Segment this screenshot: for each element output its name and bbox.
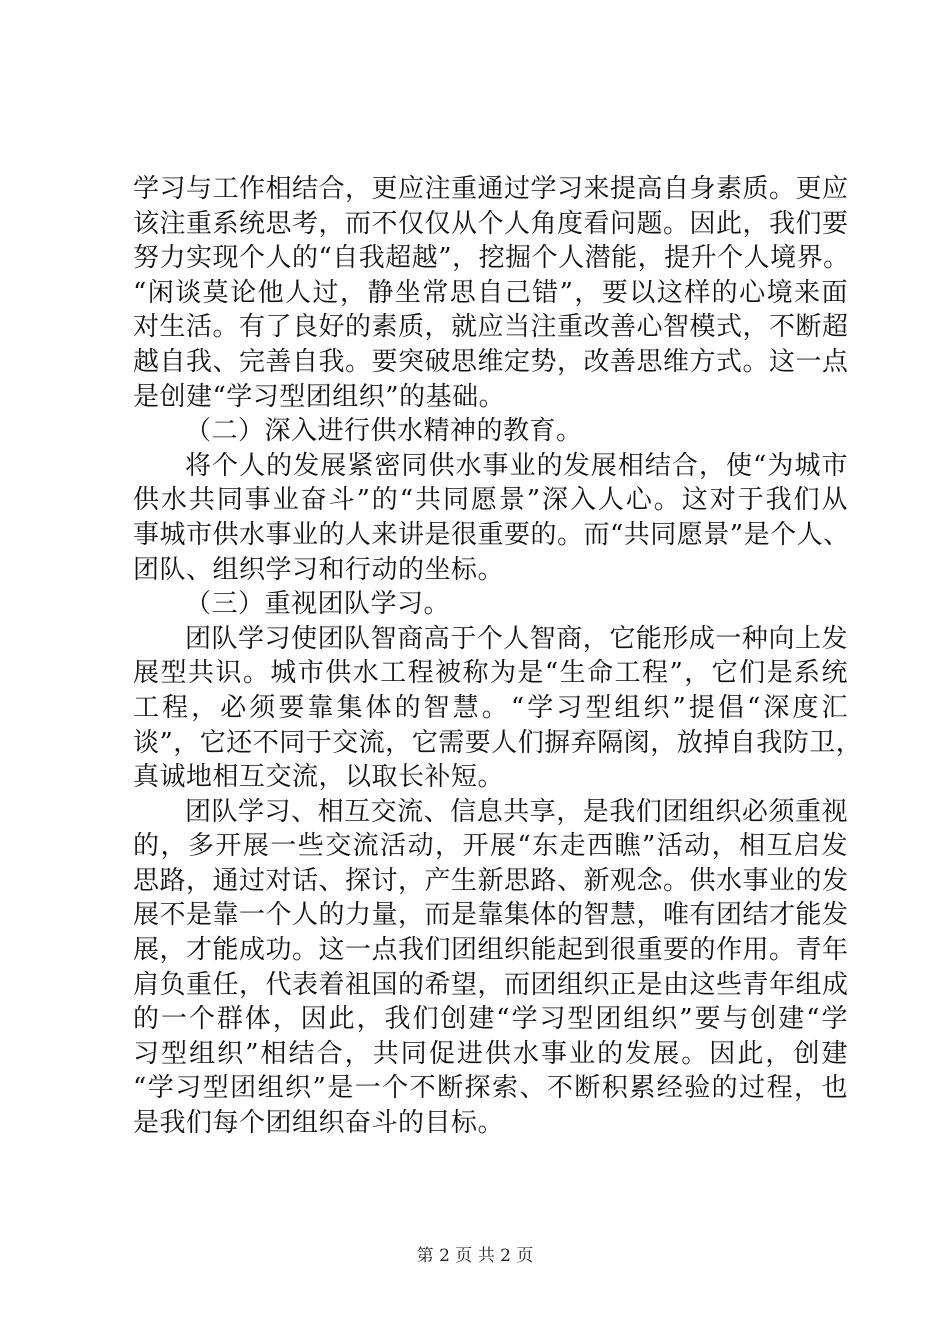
text-line: 对生活。有了良好的素质，就应当注重改善心智模式，不断超 [133,312,849,343]
text-line: 的一个群体，因此，我们创建“学习型团组织”要与创建“学 [133,1004,848,1035]
text-line: 谈”，它还不同于交流，它需要人们摒弃隔阂，放掉自我防卫， [133,727,863,758]
text-line: 肩负重任，代表着祖国的希望，而团组织正是由这些青年组成 [133,969,849,1000]
text-line: 真诚地相互交流，以取长补短。 [133,762,505,793]
text-line: 供水共同事业奋斗”的“共同愿景”深入人心。这对于我们从 [133,485,848,516]
text-line: 努力实现个人的“自我超越”，挖掘个人潜能，提升个人境界。 [133,243,850,274]
text-line: 该注重系统思考，而不仅仅从个人角度看问题。因此，我们要 [133,208,849,239]
text-line: 思路，通过对话、探讨，产生新思路、新观念。供水事业的发 [133,865,849,896]
text-line: 是创建“学习型团组织”的基础。 [133,381,506,412]
text-line: 学习与工作相结合，更应注重通过学习来提高自身素质。更应 [133,174,849,204]
text-line: 习型组织”相结合，共同促进供水事业的发展。因此，创建 [133,1038,848,1069]
text-line: 团队、组织学习和行动的坐标。 [133,554,505,585]
text-line: （三）重视团队学习。 [185,589,451,620]
text-line: 是我们每个团组织奋斗的目标。 [133,1108,505,1139]
text-line: 团队学习、相互交流、信息共享，是我们团组织必须重视 [185,796,848,827]
text-line: 展，才能成功。这一点我们团组织能起到很重要的作用。青年 [133,935,849,966]
text-line: 将个人的发展紧密同供水事业的发展相结合，使“为城市 [185,450,848,481]
text-line: 的，多开展一些交流活动，开展“东走西瞧”活动，相互启发 [133,831,848,862]
text-line: 团队学习使团队智商高于个人智商，它能形成一种向上发 [185,623,848,654]
text-line: 展型共识。城市供水工程被称为是“生命工程”，它们是系统 [133,658,848,689]
document-body [133,172,863,1141]
text-line: 越自我、完善自我。要突破思维定势，改善思维方式。这一点 [133,346,849,377]
text-line: （二）深入进行供水精神的教育。 [185,416,583,447]
text-line: 展不是靠一个人的力量，而是靠集体的智慧，唯有团结才能发 [133,900,849,931]
text-line: 工程，必须要靠集体的智慧。“学习型组织”提倡“深度汇 [133,692,848,723]
text-line: “闲谈莫论他人过，静坐常思自己错”，要以这样的心境来面 [133,277,848,308]
page-footer: 第 2 页 共 2 页 [416,1246,534,1266]
text-line: “学习型团组织”是一个不断探索、不断积累经验的过程，也 [133,1073,848,1104]
text-line: 事城市供水事业的人来讲是很重要的。而“共同愿景”是个人、 [133,519,850,550]
